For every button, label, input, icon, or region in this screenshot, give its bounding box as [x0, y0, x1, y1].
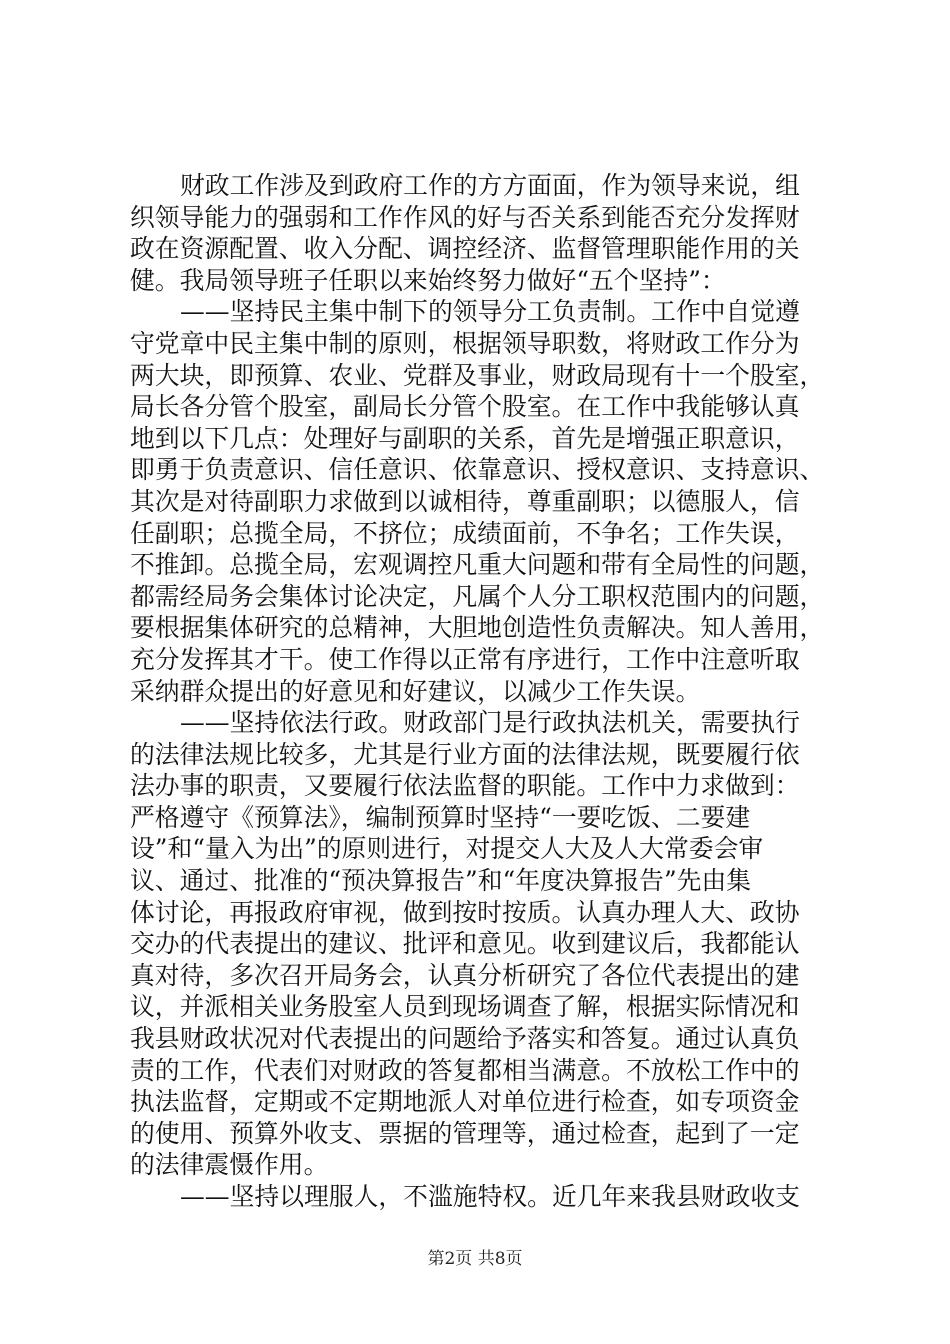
- text-line: 我县财政状况对代表提出的问题给予落实和答复。通过认真负: [130, 1024, 800, 1054]
- text-line: 政在资源配置、收入分配、调控经济、监督管理职能作用的关: [130, 234, 800, 264]
- text-line: 的使用、预算外收支、票据的管理等，通过检查，起到了一定: [130, 1118, 800, 1148]
- page-footer: 第2页 共8页: [427, 1249, 523, 1269]
- text-line: 的法律法规比较多，尤其是行业方面的法律法规，既要履行依: [130, 739, 800, 769]
- text-line: 织领导能力的强弱和工作作风的好与否关系到能否充分发挥财: [130, 202, 800, 232]
- text-line: 议，并派相关业务股室人员到现场调查了解，根据实际情况和: [130, 992, 800, 1022]
- text-line: 其次是对待副职力求做到以诚相待，尊重副职；以德服人，信: [130, 486, 800, 516]
- text-line: 地到以下几点：处理好与副职的关系，首先是增强正职意识，: [130, 423, 800, 453]
- text-line: 健。我局领导班子任职以来始终努力做好“五个坚持”：: [130, 265, 726, 295]
- text-line: 局长各分管个股室，副局长分管个股室。在工作中我能够认真: [130, 392, 800, 422]
- text-line: 充分发挥其才干。使工作得以正常有序进行，工作中注意听取: [130, 644, 800, 674]
- text-line: 法办事的职责，又要履行依法监督的职能。工作中力求做到：: [130, 771, 800, 801]
- text-line: 要根据集体研究的总精神，大胆地创造性负责解决。知人善用，: [130, 613, 825, 643]
- text-line: 采纳群众提出的好意见和好建议，以减少工作失误。: [130, 676, 701, 706]
- text-line: 议、通过、批准的“预决算报告”和“年度决算报告”先由集: [130, 866, 752, 896]
- text-line: ——坚持以理服人，不滥施特权。近几年来我县财政收支: [180, 1182, 800, 1211]
- text-line: 执法监督，定期或不定期地派人对单位进行检查，如专项资金: [130, 1087, 800, 1117]
- document-body: [130, 170, 830, 1213]
- text-line: 都需经局务会集体讨论决定，凡属个人分工职权范围内的问题，: [130, 581, 825, 611]
- text-line: 即勇于负责意识、信任意识、依靠意识、授权意识、支持意识、: [130, 455, 825, 485]
- text-line: ——坚持民主集中制下的领导分工负责制。工作中自觉遵: [180, 297, 800, 327]
- text-line: 两大块，即预算、农业、党群及事业，财政局现有十一个股室，: [130, 360, 825, 390]
- text-line: 财政工作涉及到政府工作的方方面面，作为领导来说，组: [180, 171, 800, 200]
- text-line: 不推卸。总揽全局，宏观调控凡重大问题和带有全局性的问题，: [130, 550, 825, 580]
- text-line: ——坚持依法行政。财政部门是行政执法机关，需要执行: [180, 708, 800, 738]
- text-line: 守党章中民主集中制的原则，根据领导职数，将财政工作分为: [130, 328, 800, 358]
- text-line: 真对待，多次召开局务会，认真分析研究了各位代表提出的建: [130, 960, 800, 990]
- text-line: 严格遵守《预算法》，编制预算时坚持“一要吃饭、二要建: [130, 802, 751, 832]
- text-line: 交办的代表提出的建议、批评和意见。收到建议后，我都能认: [130, 929, 800, 959]
- text-line: 体讨论，再报政府审视，做到按时按质。认真办理人大、政协: [130, 897, 800, 927]
- text-line: 设”和“量入为出”的原则进行，对提交人大及人大常委会审: [130, 834, 764, 864]
- text-line: 任副职；总揽全局，不挤位；成绩面前，不争名；工作失误，: [130, 518, 800, 548]
- text-line: 责的工作，代表们对财政的答复都相当满意。不放松工作中的: [130, 1055, 800, 1085]
- text-line: 的法律震慑作用。: [130, 1150, 329, 1180]
